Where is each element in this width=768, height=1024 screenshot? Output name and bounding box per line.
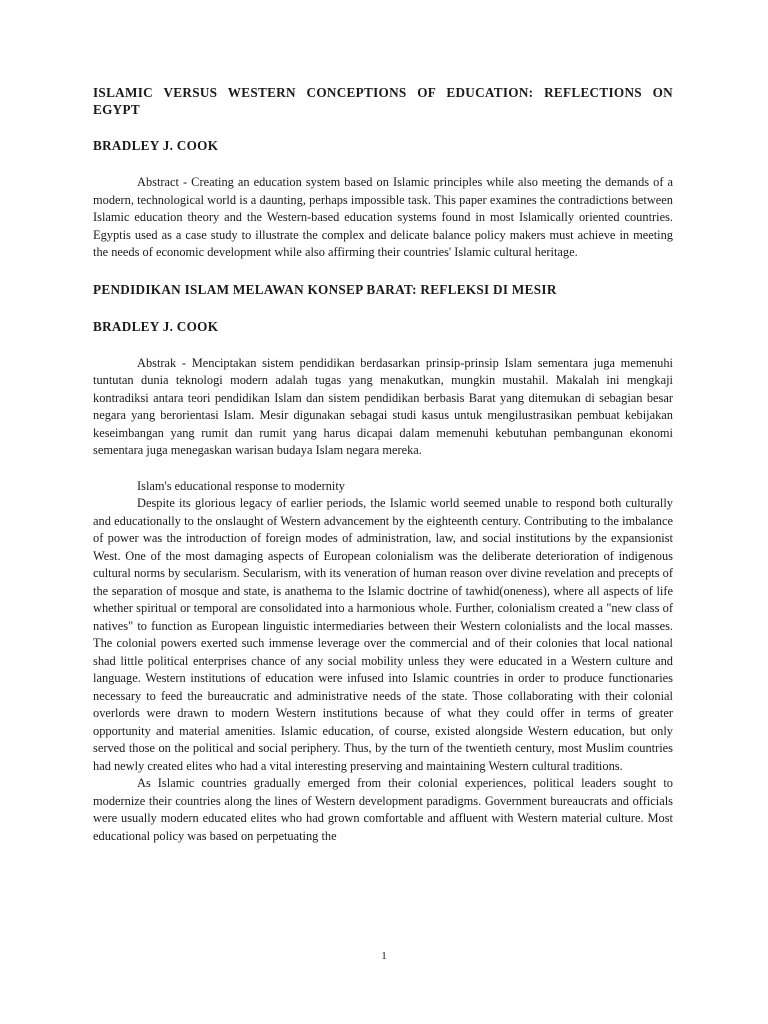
english-abstract: Abstract - Creating an education system based on Islamic principles while also meeting the demands of a modern, technological world is a daunting, perhaps impossible task. This paper examines the contradictions between Islamic education theory and the Western-based education systems found in most Islamically oriented countries. Egyptis used as a case study to illustrate the complex and delicate balance policy makers must achieve in meeting the needs of economic development while also affirming their countries' Islamic cultural heritage. <box>93 175 673 259</box>
indonesian-title: PENDIDIKAN ISLAM MELAWAN KONSEP BARAT: REFLEKSI DI MESIR <box>93 281 557 297</box>
section-paragraph: As Islamic countries gradually emerged from their colonial experiences, political leaders sought to modernize their countries along the lines of Western development paradigms. Government bureaucrats and officials were usually modern educated elites who had grown comfortable and affluent with Western material culture. Most educational policy was based on perpetuating the <box>93 776 673 843</box>
english-title: ISLAMIC VERSUS WESTERN CONCEPTIONS OF EDUCATION: REFLECTIONS ON EGYPT <box>93 85 673 117</box>
section-body <box>93 478 673 846</box>
indonesian-abstract: Abstrak - Menciptakan sistem pendidikan berdasarkan prinsip-prinsip Islam sementara juga memenuhi tuntutan dunia teknologi modern adalah tugas yang menakutkan, mungkin mustahil. Makalah ini mengkaji kontradiksi antara teori pendidikan Islam dan sistem pendidikan berbasis Barat yang ditemukan di sebagian besar negara yang berorientasi Islam. Mesir digunakan sebagai studi kasus untuk mengilustrasikan pembuat kebijakan keseimbangan yang rumit dan rumit yang harus dicapai dalam memenuhi kebutuhan pembangunan ekonomi sementara juga menegaskan warisan budaya Islam negara mereka. <box>93 355 673 457</box>
section-paragraph: Despite its glorious legacy of earlier periods, the Islamic world seemed unable to respond both culturally and educationally to the onslaught of Western advancement by the eighteenth century. Contributing to the imbalance of power was the introduction of foreign modes of administration, law, and social institutions by the expansionist West. One of the most damaging aspects of European colonialism was the deliberate deterioration of indigenous cultural norms by secularism. Secularism, with its veneration of human reason over divine revelation and precepts of the separation of mosque and state, is anathema to the Islamic doctrine of tawhid(oneness), where all aspects of life whether spiritual or temporal are consolidated into a harmonious whole. Further, colonialism created a "new class of natives" to function as European linguistic intermediaries between their Western colonialists and the local masses. The colonial powers exerted such immense leverage over the commercial and of their colonies that local national shad little political enterprises chance of any social mobility unless they were educated in a Western culture and language. Western institutions of education were infused into Islamic countries in order to produce functionaries necessary to feed the bureaucratic and administrative needs of the state. Those collaborating with their colonial overlords were drawn to modern Western institutions because of what they could offer in terms of greater opportunity and material amenities. Islamic education, of course, existed alongside Western education, but only served those on the political and social periphery. Thus, by the turn of the twentieth century, most Muslim countries had newly created elites who had a vital interesting preserving and maintaining Western cultural traditions. <box>93 496 673 773</box>
document-page <box>93 84 673 845</box>
indonesian-author: BRADLEY J. COOK <box>93 318 219 334</box>
section-heading: Islam's educational response to modernity <box>137 478 346 493</box>
page-number: 1 <box>381 950 387 962</box>
english-author: BRADLEY J. COOK <box>93 138 219 153</box>
